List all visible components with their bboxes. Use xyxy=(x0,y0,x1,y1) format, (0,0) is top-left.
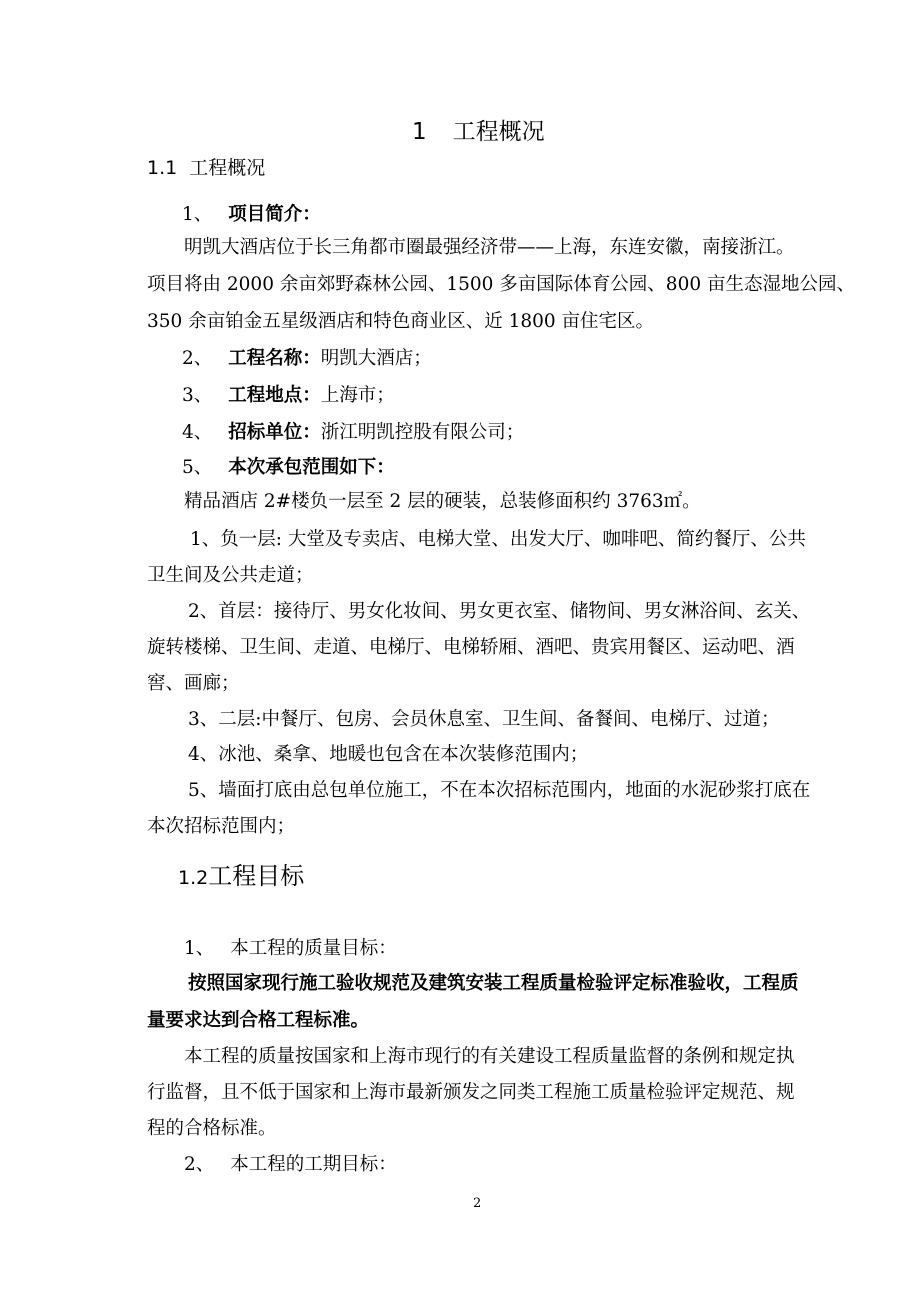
scope-line-8: 5、墙面打底由总包单位施工，不在本次招标范围内，地面的水泥砂浆打底在 xyxy=(188,780,811,801)
scope-line-1: 1、负一层: 大堂及专卖店、电梯大堂、出发大厅、咖啡吧、简约餐厅、公共 xyxy=(190,529,806,550)
item-4 xyxy=(182,421,524,445)
item-label: 项目简介： xyxy=(228,204,321,225)
quality-body-line-2: 行监督，且不低于国家和上海市最新颁发之同类工程施工质量检验评定规范、规 xyxy=(147,1082,795,1103)
scope-line-2: 卫生间及公共走道； xyxy=(147,565,314,586)
item-number: 4、 xyxy=(182,422,213,443)
item-label: 招标单位： xyxy=(228,422,321,443)
item-label: 本次承包范围如下： xyxy=(228,457,395,478)
item-number: 2、 xyxy=(184,1154,215,1175)
chapter-heading xyxy=(412,117,545,147)
item-number: 5、 xyxy=(182,457,213,478)
item-label: 工程名称： xyxy=(228,348,321,369)
scope-line-6: 3、二层:中餐厅、包房、会员休息室、卫生间、备餐间、电梯厅、过道； xyxy=(188,709,780,730)
section-title: 工程概况 xyxy=(189,157,266,179)
quality-bold-line-1: 按照国家现行施工验收规范及建筑安装工程质量检验评定标准验收，工程质 xyxy=(188,973,799,994)
item-label: 工程地点： xyxy=(228,385,321,406)
item-2 xyxy=(182,347,432,371)
quality-target-item xyxy=(184,937,397,961)
section-number: 1.2 xyxy=(178,867,209,889)
item-value: 上海市； xyxy=(320,385,395,406)
page-number: 2 xyxy=(473,1196,482,1211)
scope-line-9: 本次招标范围内； xyxy=(147,816,296,837)
quality-body-line-3: 程的合格标准。 xyxy=(147,1118,277,1139)
item-3 xyxy=(182,384,395,408)
schedule-target-item xyxy=(184,1153,397,1177)
scope-line-7: 4、冰池、桑拿、地暖也包含在本次装修范围内； xyxy=(188,744,589,765)
section-1-2-heading xyxy=(178,860,304,892)
scope-line-5: 窖、画廊； xyxy=(147,673,240,694)
item-number: 3、 xyxy=(182,385,213,406)
intro-line-2: 项目将由 2000 余亩郊野森林公园、1500 多亩国际体育公园、800 亩生态湿地公园、 xyxy=(147,274,855,295)
item-label: 本工程的质量目标： xyxy=(230,938,397,959)
section-title: 工程目标 xyxy=(208,862,305,890)
item-1 xyxy=(182,203,321,227)
scope-intro: 精品酒店 2#楼负一层至 2 层的硬装，总装修面积约 3763㎡。 xyxy=(184,491,701,512)
intro-line-1: 明凯大酒店位于长三角都市圈最强经济带——上海，东连安徽，南接浙江。 xyxy=(184,237,795,258)
scope-line-4: 旋转楼梯、卫生间、走道、电梯厅、电梯轿厢、酒吧、贵宾用餐区、运动吧、酒 xyxy=(147,637,795,658)
section-1-1-heading xyxy=(147,155,265,181)
item-5 xyxy=(182,456,395,480)
item-number: 1、 xyxy=(182,204,213,225)
scope-line-3: 2、首层：接待厅、男女化妆间、男女更衣室、储物间、男女淋浴间、玄关、 xyxy=(188,601,811,622)
chapter-number: 1 xyxy=(412,119,427,145)
chapter-title: 工程概况 xyxy=(452,119,545,145)
item-number: 1、 xyxy=(184,938,215,959)
quality-bold-line-2: 量要求达到合格工程标准。 xyxy=(147,1010,370,1031)
section-number: 1.1 xyxy=(147,157,178,179)
item-label: 本工程的工期目标： xyxy=(230,1154,397,1175)
item-value: 明凯大酒店； xyxy=(320,348,432,369)
quality-body-line-1: 本工程的质量按国家和上海市现行的有关建设工程质量监督的条例和规定执 xyxy=(184,1046,795,1067)
intro-line-3: 350 余亩铂金五星级酒店和特色商业区、近 1800 亩住宅区。 xyxy=(147,311,655,332)
item-value: 浙江明凯控股有限公司； xyxy=(320,422,525,443)
item-number: 2、 xyxy=(182,348,213,369)
